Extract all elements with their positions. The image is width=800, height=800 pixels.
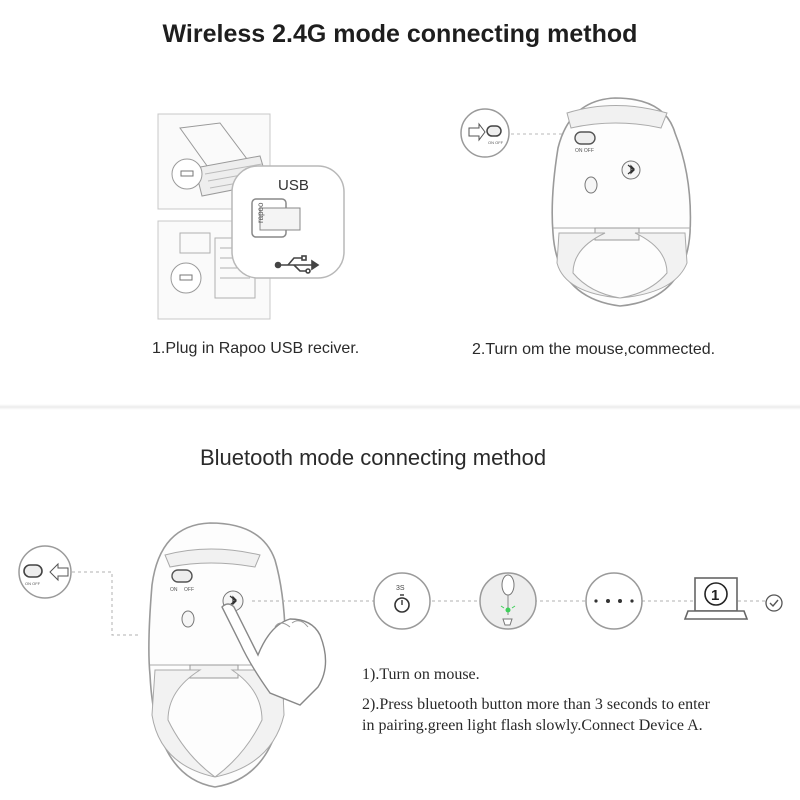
svg-text:ON OFF: ON OFF — [25, 581, 41, 586]
timer-label: 3S — [396, 585, 405, 592]
usb-label: USB — [278, 177, 309, 194]
mouse-2-4g-illustration — [455, 88, 705, 328]
step1-caption-24g: 1.Plug in Rapoo USB reciver. — [152, 340, 360, 357]
svg-text:ON OFF: ON OFF — [488, 140, 504, 145]
receiver-brand: rapoo — [256, 202, 265, 223]
title-bluetooth-section: Bluetooth mode connecting method — [200, 445, 547, 470]
led-light — [506, 608, 511, 613]
check-icon — [766, 595, 782, 611]
usb-port-zoom-icon — [172, 159, 202, 189]
pairing-dots-icon — [586, 573, 642, 629]
sensor — [182, 611, 194, 627]
power-switch — [575, 132, 595, 144]
power-switch-callout-icon — [461, 109, 509, 157]
bt-step2-line2: in pairing.green light flash slowly.Connect Device A. — [362, 717, 703, 734]
section-divider — [0, 404, 800, 410]
title-24g-section: Wireless 2.4G mode connecting method — [162, 20, 638, 48]
usb-plug-illustration — [150, 108, 345, 333]
laptop-device-icon — [685, 578, 747, 619]
sensor — [585, 177, 597, 193]
svg-text:ON OFF: ON OFF — [575, 148, 594, 154]
switch-on-label: ON — [170, 587, 178, 593]
device-label: 1 — [711, 587, 720, 604]
step2-caption-24g: 2.Turn om the mouse,commected. — [472, 341, 716, 358]
bt-step1-text: 1).Turn on mouse. — [362, 666, 480, 683]
power-switch-callout-icon — [19, 546, 71, 598]
timer-3s-icon — [374, 573, 430, 629]
bt-step2-line1: 2).Press bluetooth button more than 3 seconds to enter — [362, 696, 710, 713]
usb-port-zoom-icon — [171, 263, 201, 293]
green-light-mouse-icon — [480, 573, 536, 629]
bluetooth-pairing-illustration — [0, 515, 800, 800]
switch-off-label: OFF — [184, 587, 194, 593]
power-switch — [172, 570, 192, 582]
